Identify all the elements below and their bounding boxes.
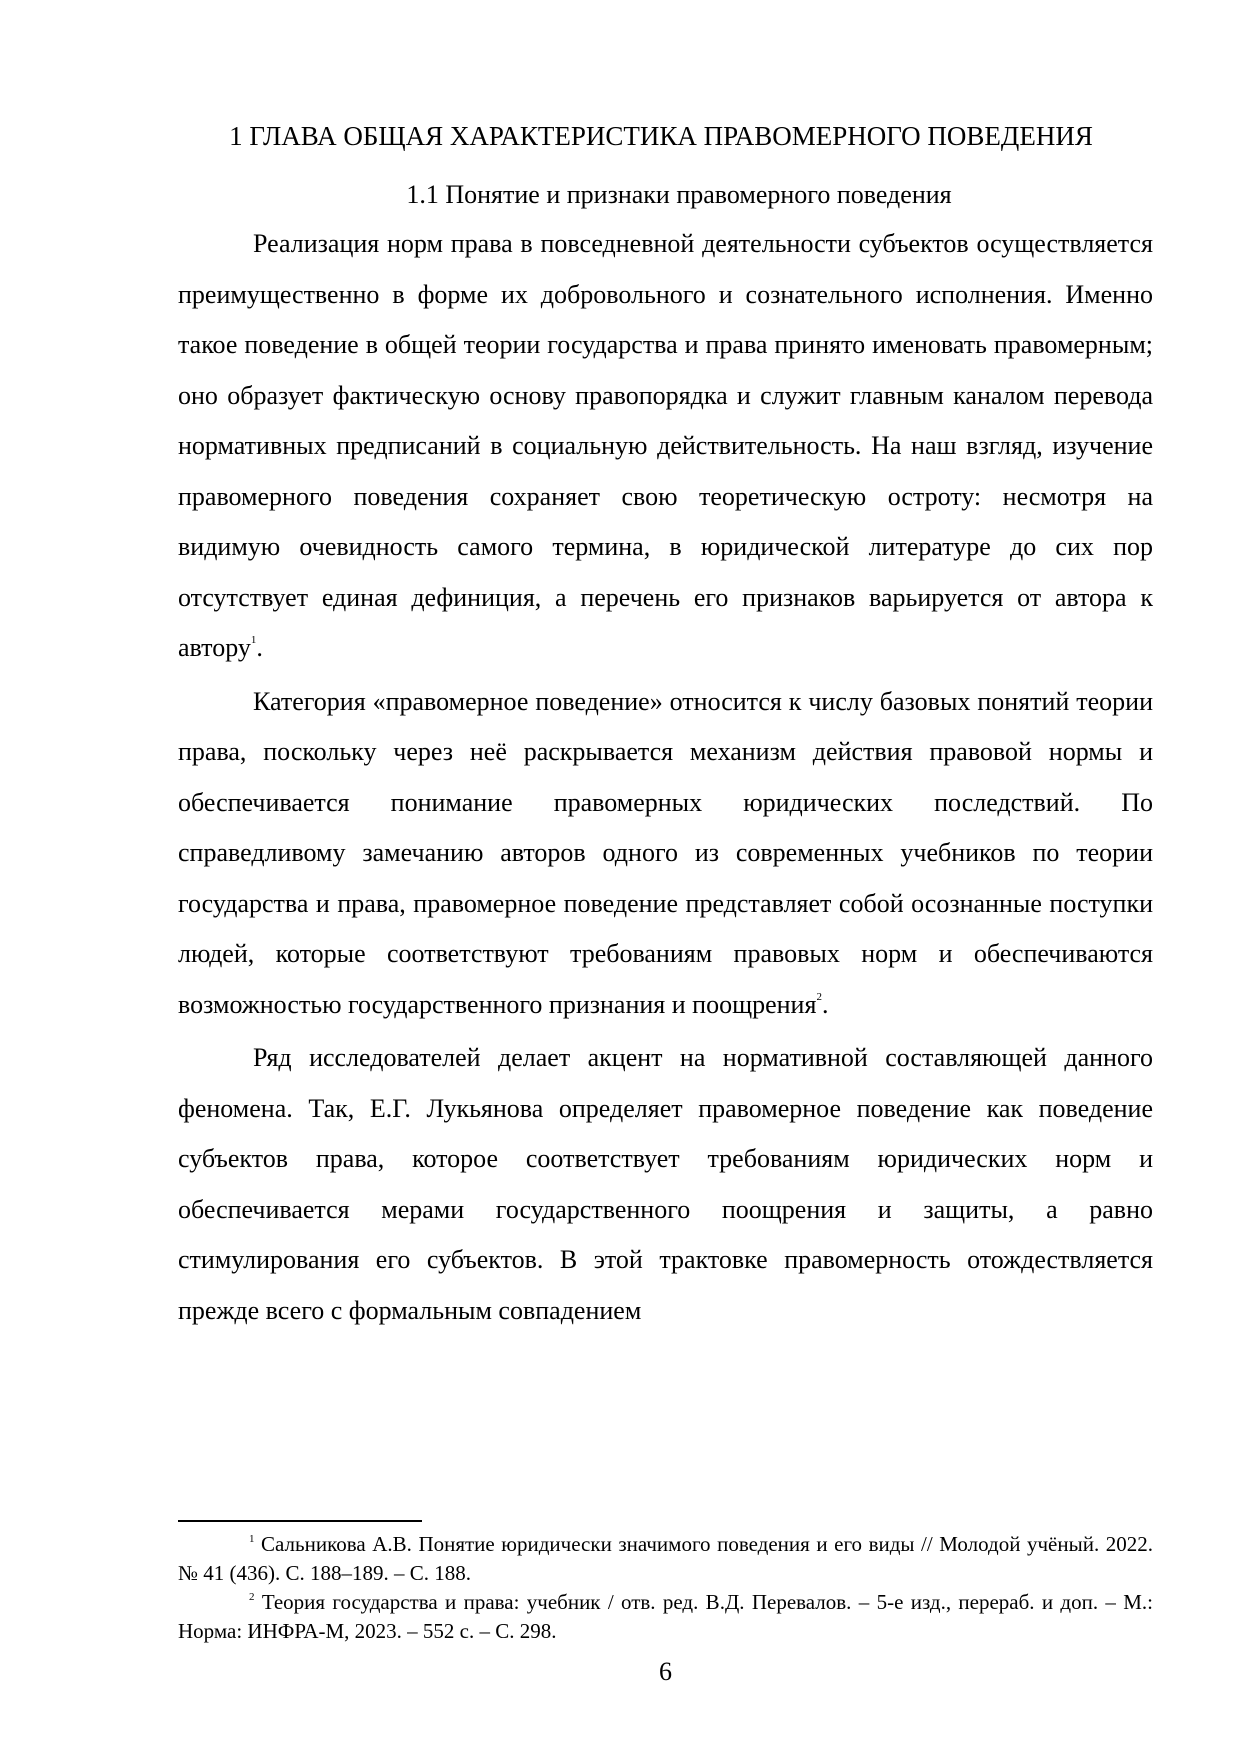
footnote (178, 1588, 1153, 1646)
paragraph (178, 677, 1153, 1031)
footnote-text: Сальникова А.В. Понятие юридически значимого поведения и его виды // Молодой учёный. 2022. № 41 (436). С. 188–189. – С. 188. (178, 1532, 1153, 1585)
footnote (178, 1530, 1153, 1588)
chapter-title: 1 ГЛАВА ОБЩАЯ ХАРАКТЕРИСТИКА ПРАВОМЕРНОГО ПОВЕДЕНИЯ (229, 121, 1093, 151)
paragraph (178, 219, 1153, 674)
paragraph-text: Категория «правомерное поведение» относится к числу базовых понятий теории права, поскольку через неё раскрывается механизм действия правовой нормы и обеспечивается понимание правомерных юридических последствий. По справедливому замечанию авторов одного из современных учебников по теории государства и права, правомерное поведение представляет собой осознанные поступки людей, которые соответствуют требованиям правовых норм и обеспечиваются возможностью государственного признания и поощрения (178, 686, 1153, 1019)
footnote-reference[interactable]: 2 (816, 990, 822, 1003)
footnote-reference[interactable]: 1 (250, 634, 257, 646)
paragraph (178, 1033, 1153, 1336)
paragraph-text: Реализация норм права в повседневной деятельности субъектов осуществляется преимущественно в форме их добровольного и сознательного исполнения. Именно такое поведение в общей теории государства и права принято именовать правомерным; оно образует фактическую основу правопорядка и служит главным каналом перевода нормативных предписаний в социальную действительность. На наш взгляд, изучение правомерного поведения сохраняет свою теоретическую остроту: несмотря на видимую очевидность самого термина, в юридической литературе до сих пор отсутствует единая дефиниция, а перечень его признаков варьируется от автора к автору (178, 229, 1153, 662)
body-text (178, 219, 1153, 1336)
footnotes (178, 1530, 1153, 1646)
footnote-mark: 2 (249, 1591, 255, 1603)
section-title: 1.1 Понятие и признаки правомерного поведения (406, 180, 952, 209)
footnote-mark: 1 (249, 1533, 255, 1545)
paragraph-tail: . (821, 989, 829, 1019)
paragraph-tail: . (256, 633, 263, 662)
footnote-text: Теория государства и права: учебник / отв. ред. В.Д. Перевалов. – 5-е изд., перераб. и доп. – М.: Норма: ИНФРА-М, 2023. – 552 с. – С. 298. (178, 1590, 1153, 1643)
page-number: 6 (659, 1657, 672, 1686)
paragraph-text: Ряд исследователей делает акцент на нормативной составляющей данного феномена. Так, Е.Г. Лукьянова определяет правомерное поведение как поведение субъектов права, которое соответствует требованиям юридических норм и обеспечивается мерами государственного поощрения и защиты, а равно стимулирования его субъектов. В этой трактовке правомерность отождествляется прежде всего с формальным совпадением (178, 1043, 1153, 1325)
footnote-separator (178, 1520, 422, 1522)
